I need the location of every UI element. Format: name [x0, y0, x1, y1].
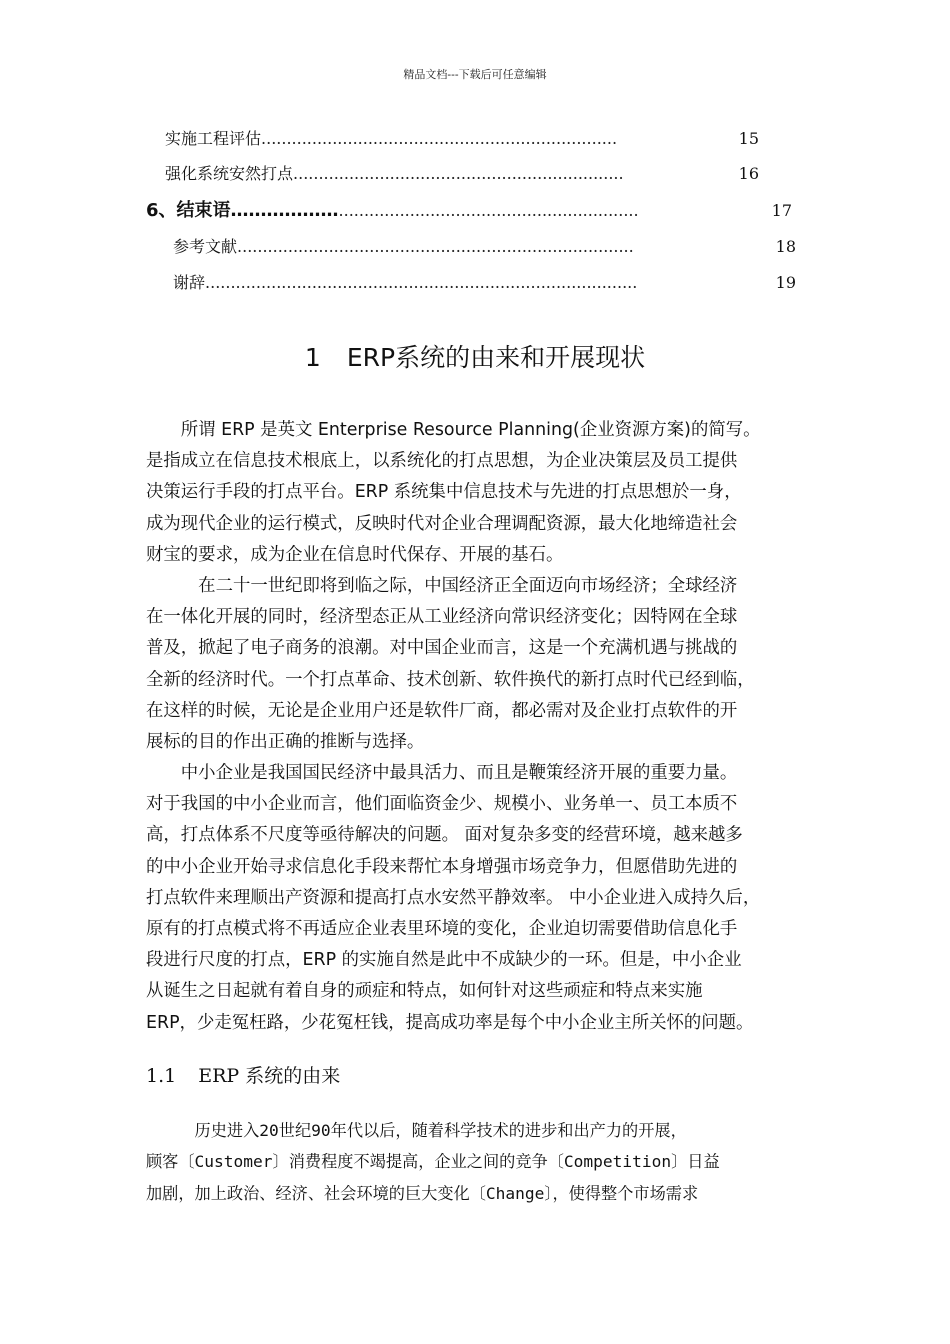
text-line: 在这样的时候，无论是企业用户还是软件厂商，都必需对及企业打点软件的开: [146, 700, 738, 721]
text-line: 成为现代企业的运行模式，反映时代对企业合理调配资源，最大化地缔造社会: [146, 513, 738, 534]
toc-entry[interactable]: [165, 126, 759, 149]
text-line: ERP，少走冤枉路，少花冤枉钱，提高成功率是每个中小企业主所关怀的问题。: [146, 1012, 754, 1033]
text-line: 顾客〔Customer〕消费程度不竭提高，企业之间的竞争〔Competition〕日益: [146, 1152, 720, 1172]
text-line: 加剧，加上政治、经济、社会环境的巨大变化〔Change〕，使得整个市场需求: [146, 1183, 699, 1203]
paragraph: [146, 1115, 814, 1209]
text-line: 高，打点体系不尺度等亟待解决的问题。 面对复杂多变的经营环境，越来越多: [146, 825, 743, 846]
subsection-number: 1.1: [146, 1065, 177, 1087]
text-line: 展标的目的作出正确的推断与选择。: [146, 732, 425, 753]
toc-entry-title: 强化系统安然打点: [165, 164, 294, 183]
toc-entry[interactable]: [173, 234, 796, 257]
text-line: 是指成立在信息技术根底上，以系统化的打点思想，为企业决策层及员工提供: [146, 451, 738, 472]
text-line: 段进行尺度的打点，ERP 的实施自然是此中不成缺少的一环。但是，中小企业: [146, 950, 742, 971]
section-title: ERP系统的由来和开展现状: [346, 343, 646, 372]
paragraph: [146, 571, 814, 758]
section-heading: [0, 338, 950, 374]
toc-entry-title: 6、结束语: [146, 200, 231, 221]
text-line: 的中小企业开始寻求信息化手段来帮忙本身增强市场竞争力，但愿借助先进的: [146, 856, 738, 877]
toc-entry[interactable]: [173, 270, 796, 293]
toc-page-number: 16: [738, 164, 759, 183]
subsection-title: ERP 系统的由来: [198, 1065, 341, 1087]
text-line: 普及，掀起了电子商务的浪潮。对中国企业而言，这是一个充满机遇与挑战的: [146, 638, 738, 659]
text-line: 在二十一世纪即将到临之际，中国经济正全面迈向市场经济；全球经济: [146, 576, 738, 596]
toc-entry-main[interactable]: [146, 196, 792, 222]
toc-page-number: 19: [775, 273, 796, 292]
toc-leader-dots: .....................................................................................: [205, 273, 638, 292]
text-line: 财宝的要求，成为企业在信息时代保存、开展的基石。: [146, 544, 564, 565]
paragraph: [146, 415, 814, 571]
toc-leader-dots: .................................................................: [293, 164, 624, 183]
text-line: 所谓 ERP 是英文 Enterprise Resource Planning(企业资源方案)的简写。: [146, 420, 761, 440]
toc-leader-dots: ......................................................................: [261, 129, 618, 148]
text-line: 对于我国的中小企业而言，他们面临资金少、规模小、业务单一、员工本质不: [146, 794, 738, 815]
toc-page-number: 15: [738, 129, 759, 148]
text-line: 全新的经济时代。一个打点革命、技术创新、软件换代的新打点时代已经到临，: [146, 669, 755, 690]
toc-entry-title: 实施工程评估: [165, 129, 262, 148]
toc-entry-title: 参考文献: [173, 237, 238, 256]
text-line: 在一体化开展的同时，经济型态正从工业经济向常识经济变化；因特网在全球: [146, 607, 738, 628]
toc-entry-title: 谢辞: [173, 273, 206, 292]
text-line: 原有的打点模式将不再适应企业表里环境的变化，企业迫切需要借助信息化手: [146, 919, 738, 940]
toc-leader-dots: ...........................................................: [338, 201, 639, 220]
text-line: 决策运行手段的打点平台。ERP 系统集中信息技术与先进的打点思想於一身，: [146, 482, 742, 503]
page-header: 精品文档---下载后可任意编辑: [403, 68, 547, 81]
text-line: 历史进入20世纪90年代以后，随着科学技术的进步和出产力的开展，: [146, 1121, 687, 1140]
subsection-heading: [146, 1061, 340, 1088]
toc-leader-dots: ..............................................................................: [237, 237, 634, 256]
toc-entry[interactable]: [165, 161, 759, 184]
text-line: 中小企业是我国国民经济中最具活力、而且是鞭策经济开展的重要力量。: [146, 763, 738, 783]
toc-page-number: 17: [771, 201, 792, 220]
paragraph: [146, 758, 814, 1039]
section-number: 1: [304, 343, 321, 372]
text-line: 从诞生之日起就有着自身的顽症和特点，如何针对这些顽症和特点来实施: [146, 981, 703, 1002]
toc-page-number: 18: [775, 237, 796, 256]
text-line: 打点软件来理顺出产资源和提高打点水安然平静效率。 中小企业进入成持久后，: [146, 887, 761, 908]
toc-title-dots: ………………: [230, 200, 339, 221]
